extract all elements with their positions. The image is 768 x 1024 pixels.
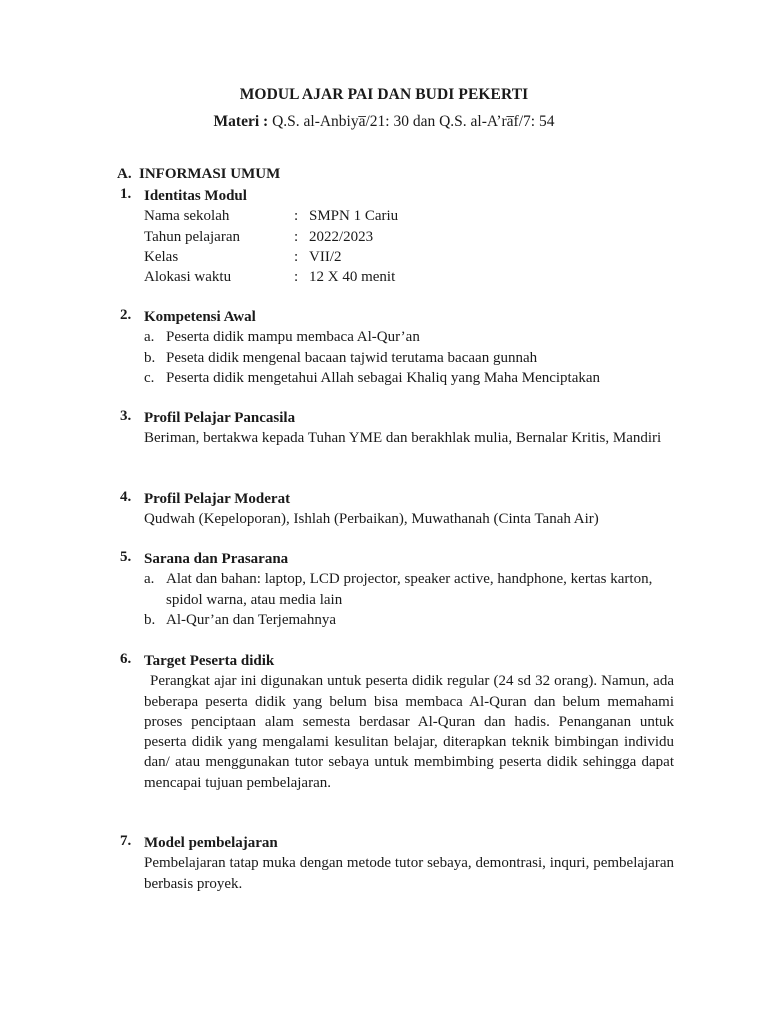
identitas-key: Nama sekolah [144,208,230,225]
moderat-heading: Profil Pelajar Moderat [144,491,291,507]
identitas-colon: : [294,248,299,265]
sarana-section [120,549,674,630]
list-marker: a. [144,571,155,588]
model-number: 7. [120,833,132,849]
identitas-row [144,247,674,267]
section-a-title: INFORMASI UMUM [139,166,281,182]
sarana-number: 5. [120,549,132,565]
identitas-value: SMPN 1 Cariu [309,208,399,225]
identitas-key: Kelas [144,248,179,265]
list-text: Peseta didik mengenal bacaan tajwid terutama bacaan gunnah [166,349,538,366]
list-marker: b. [144,611,156,628]
identitas-heading: Identitas Modul [144,188,247,204]
identitas-value: 2022/2023 [309,228,374,245]
target-number: 6. [120,651,132,667]
list-text: Peserta didik mampu membaca Al-Qur’an [166,329,420,346]
target-text: Perangkat ajar ini digunakan untuk peserta didik regular (24 sd 32 orang). Namun, ada beberapa peserta didik yang belum bisa membaca Al-Quran dan belum memahami proses penciptaan alam semesta berdasar Al-Quran dan hadis. Penanganan untuk peserta didik yang mengalami kesulitan belajar, diterapkan teknik bimbingan individu dan/ atau menggunakan tutor sebaya untuk membimbing peserta didik sehingga dapat mencapai tujuan pembelajaran. [144,673,674,791]
list-text: Alat dan bahan: laptop, LCD projector, speaker active, handphone, kertas karton, spidol warna, atau media lain [166,571,653,608]
identitas-colon: : [294,208,299,225]
pancasila-heading: Profil Pelajar Pancasila [144,410,296,426]
moderat-number: 4. [120,489,132,505]
list-item [144,327,674,347]
model-heading: Model pembelajaran [144,835,278,851]
moderat-text: Qudwah (Kepeloporan), Ishlah (Perbaikan), Muwathanah (Cinta Tanah Air) [144,511,599,528]
identitas-value: VII/2 [309,248,342,265]
pancasila-text: Beriman, bertakwa kepada Tuhan YME dan berakhlak mulia, Bernalar Kritis, Mandiri [144,430,662,447]
list-marker: b. [144,349,156,366]
identitas-table [144,206,674,287]
section-a-heading [117,166,280,183]
identitas-section [120,186,674,287]
identitas-value: 12 X 40 menit [309,269,396,286]
model-section [120,833,674,894]
pancasila-number: 3. [120,408,132,424]
list-marker: a. [144,329,155,346]
subtitle-text: Q.S. al-Anbiya̅/21: 30 dan Q.S. al-A’ra̅f/7: 54 [268,113,555,130]
sarana-list [144,569,674,630]
list-item [144,569,674,610]
section-a-letter: A. [117,166,132,182]
list-item [144,348,674,368]
document-title: MODUL AJAR PAI DAN BUDI PEKERTI [239,86,529,103]
identitas-colon: : [294,228,299,245]
document-subtitle [0,113,768,131]
identitas-colon: : [294,269,299,286]
target-heading: Target Peserta didik [144,653,275,669]
subtitle-label: Materi : [213,113,269,130]
identitas-number: 1. [120,186,132,202]
moderat-section [120,489,674,530]
kompetensi-number: 2. [120,307,132,323]
kompetensi-heading: Kompetensi Awal [144,309,256,325]
identitas-key: Alokasi waktu [144,269,232,286]
identitas-row [144,267,674,287]
target-section [120,651,674,793]
pancasila-section [120,408,674,449]
list-marker: c. [144,369,155,386]
kompetensi-section [120,307,674,388]
sarana-heading: Sarana dan Prasarana [144,551,289,567]
list-text: Peserta didik mengetahui Allah sebagai Khaliq yang Maha Menciptakan [166,369,601,386]
identitas-key: Tahun pelajaran [144,228,240,245]
identitas-row [144,227,674,247]
list-text: Al-Qur’an dan Terjemahnya [166,611,336,628]
list-item [144,368,674,388]
kompetensi-list [144,327,674,388]
identitas-row [144,206,674,226]
model-text: Pembelajaran tatap muka dengan metode tutor sebaya, demontrasi, inquri, pembelajaran berbasis proyek. [144,855,674,892]
list-item [144,610,674,630]
